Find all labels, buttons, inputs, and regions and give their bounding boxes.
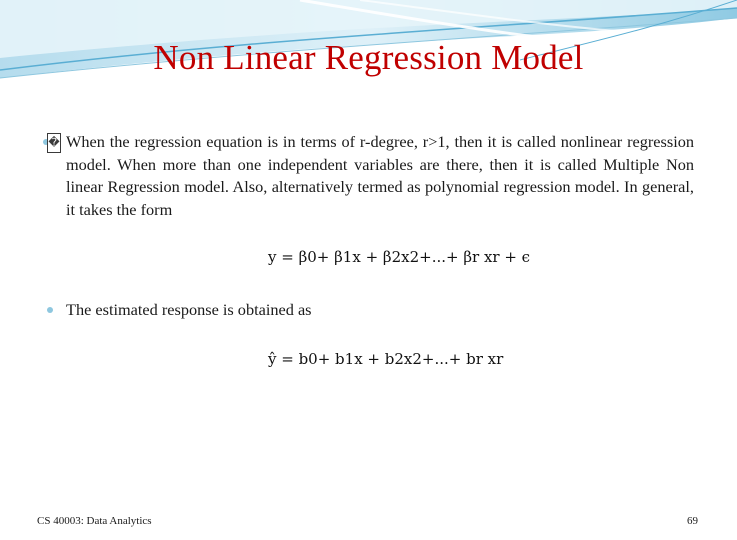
equation-text: ŷ = b0+ b1x + b2x2+...+ br xr xyxy=(268,350,504,368)
slide-title: Non Linear Regression Model xyxy=(153,38,584,77)
estimated-equation xyxy=(268,350,503,368)
bullet-paragraph-1: When the regression equation is in terms of r-degree, r>1, then it is called nonlinear regression model. When more than one independent variables are there, then it is called Multiple Non linear Regression model. Also, alternatively termed as polynomial regression model. In general, it takes the form xyxy=(66,132,694,219)
bullet-dot-icon xyxy=(47,307,53,313)
footer-page-number: 69 xyxy=(687,515,698,527)
missing-glyph-icon: � xyxy=(47,133,61,153)
model-equation xyxy=(268,248,530,266)
footer-course: CS 40003: Data Analytics xyxy=(37,515,152,527)
equation-text: y = β0+ β1x + β2x2+...+ βr xr + ϵ xyxy=(268,248,531,266)
bullet-paragraph-2: The estimated response is obtained as xyxy=(66,300,312,319)
